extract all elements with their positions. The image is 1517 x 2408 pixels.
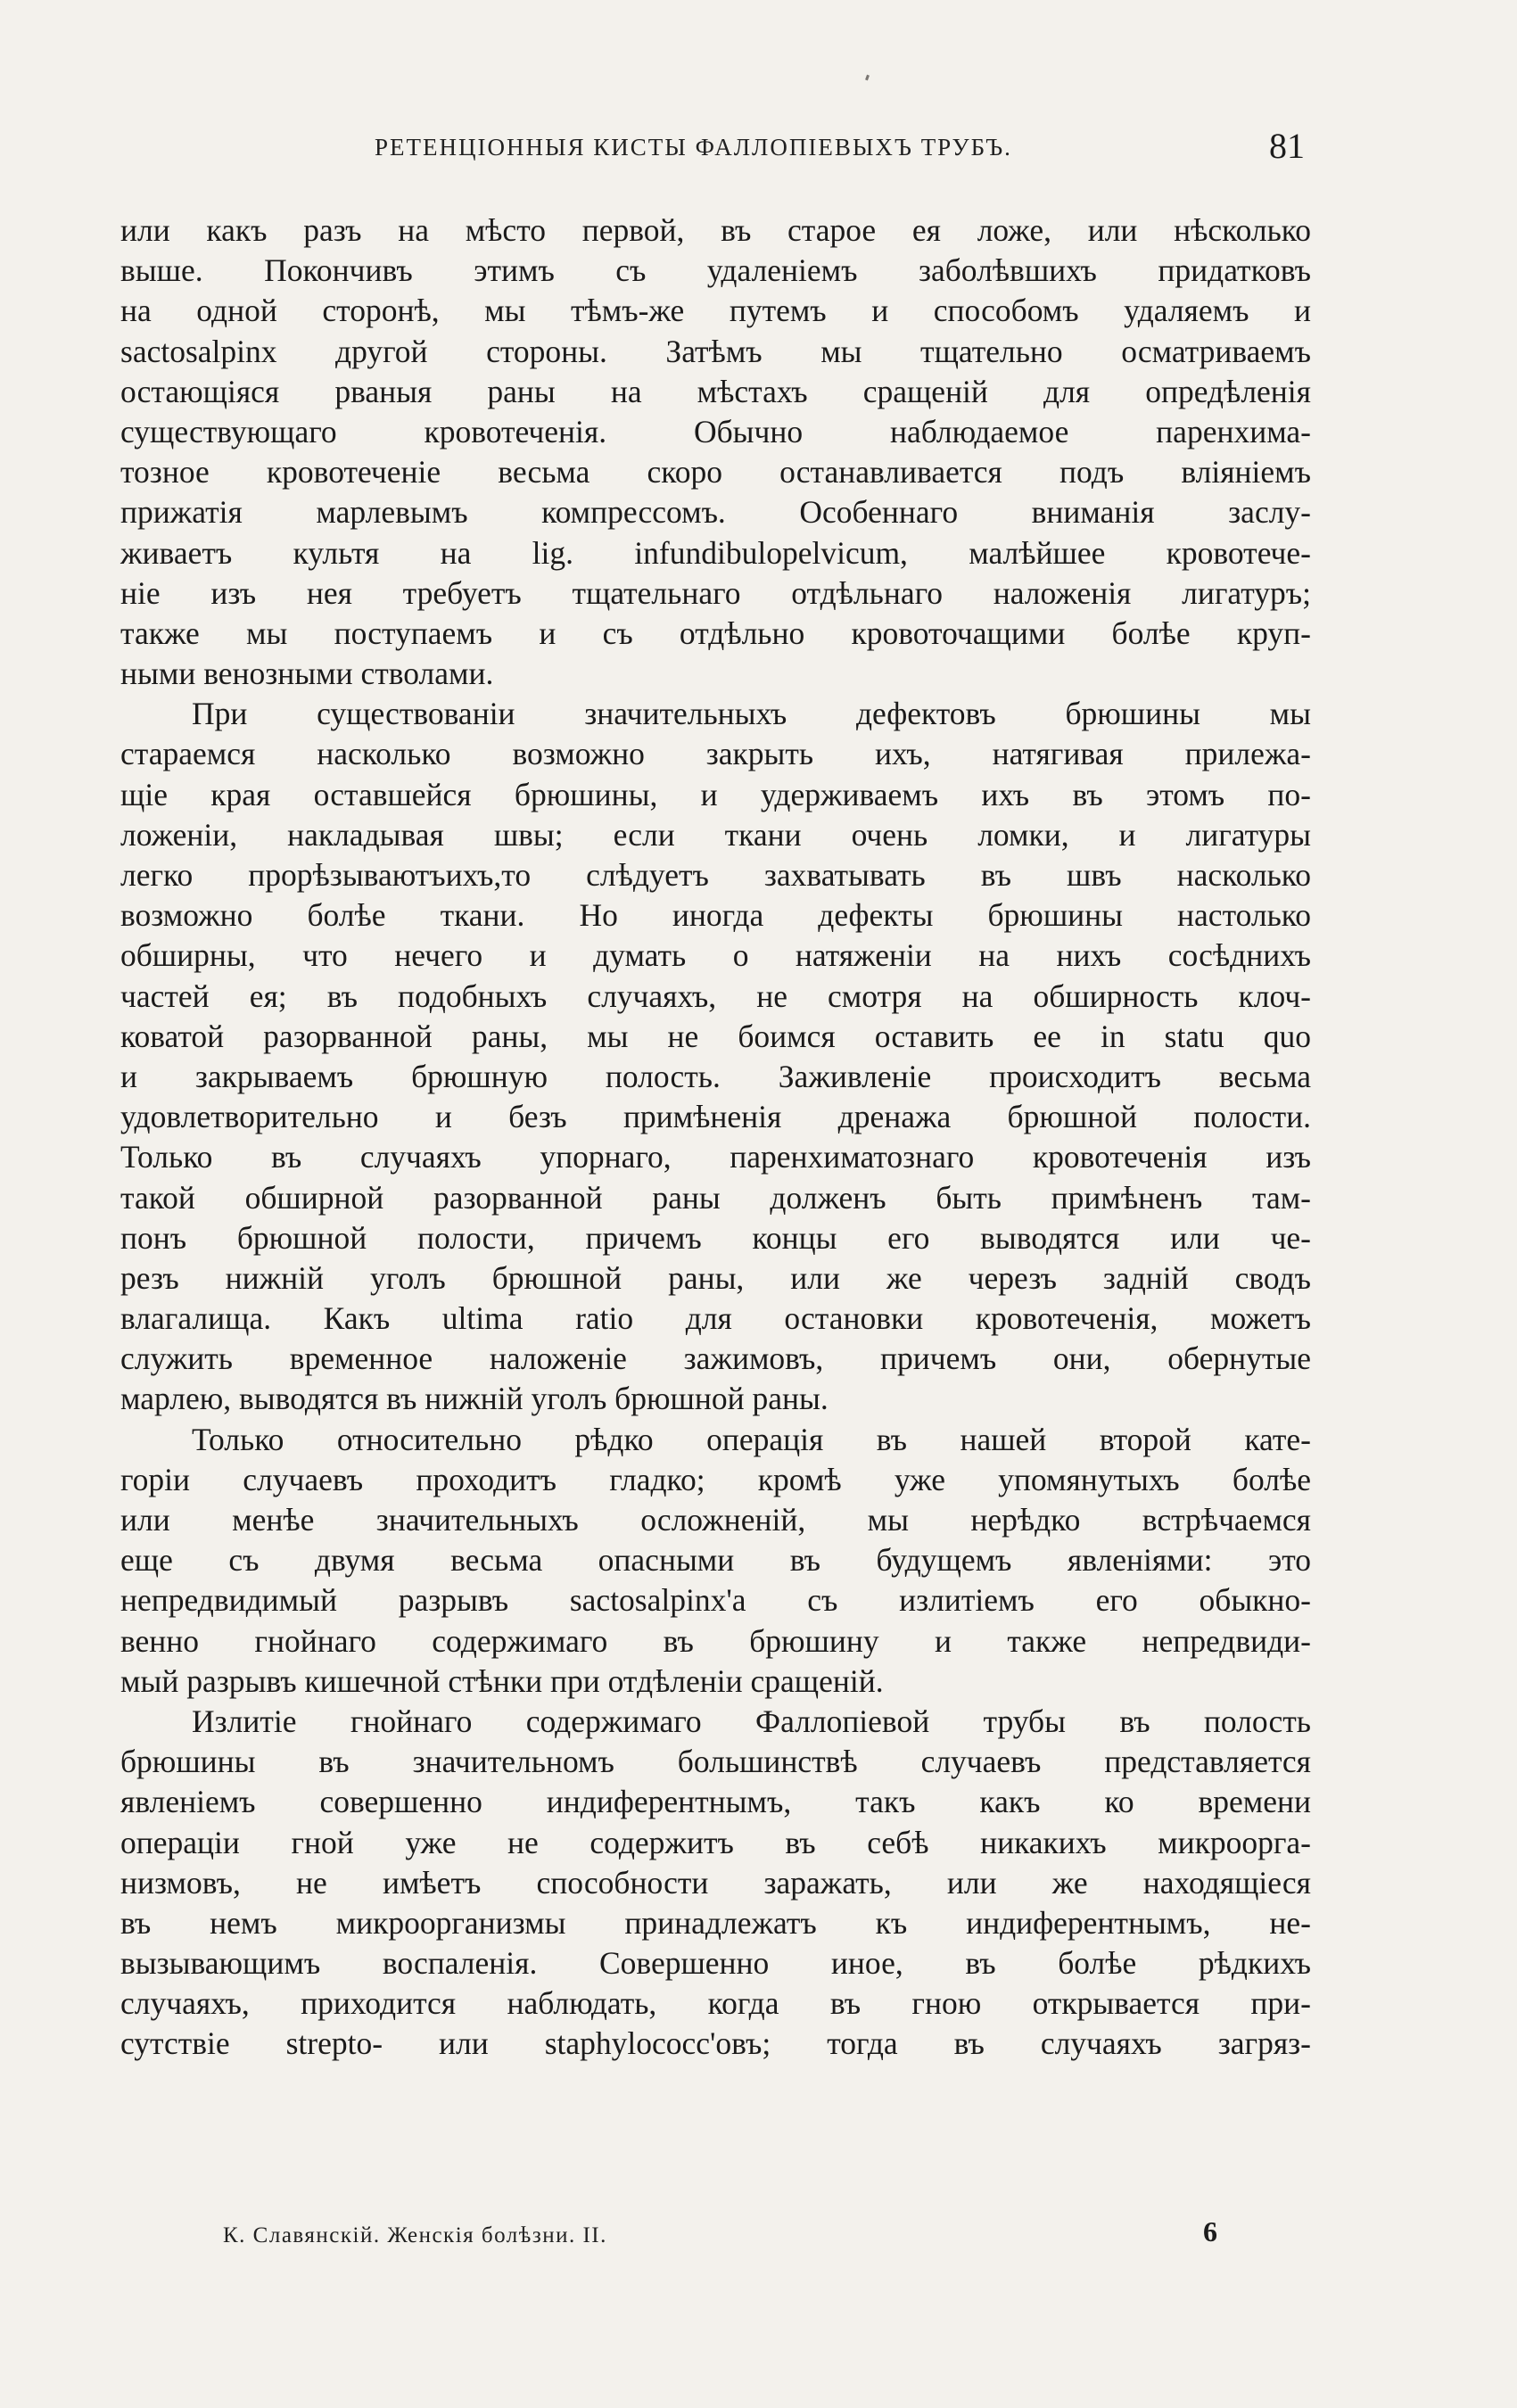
page-number: 81 <box>1269 126 1305 166</box>
text-line: такой обширной разорванной раны долженъ быть примѣненъ там- <box>120 1179 1311 1216</box>
text-line: вызывающимъ воспаленія. Совершенно иное, въ болѣе рѣдкихъ <box>120 1945 1311 1982</box>
text-line: Излитіе гнойнаго содержимаго Фаллопіевой трубы въ полость <box>192 1703 1311 1739</box>
text-line: удовлетворительно и безъ примѣненія дренажа брюшной полости. <box>120 1099 1311 1135</box>
text-line: понъ брюшной полости, причемъ концы его выводятся или че- <box>120 1219 1311 1256</box>
text-line: низмовъ, не имѣетъ способности заражать, или же находящіеся <box>120 1864 1311 1901</box>
text-line: щіе края оставшейся брюшины, и удерживаемъ ихъ въ этомъ по- <box>120 776 1311 812</box>
text-line: венно гнойнаго содержимаго въ брюшину и также непредвиди- <box>120 1622 1311 1659</box>
text-line: и закрываемъ брюшную полость. Заживленіе происходитъ весьма <box>120 1058 1311 1094</box>
text-line: марлею, выводятся въ нижній уголъ брюшной раны. <box>120 1381 829 1417</box>
text-line: ніе изъ нея требуетъ тщательнаго отдѣльнаго наложенія лигатуръ; <box>120 574 1311 611</box>
text-line: ными венозными стволами. <box>120 656 494 692</box>
text-line: явленіемъ совершенно индиферентнымъ, такъ какъ ко времени <box>120 1784 1311 1820</box>
text-line: При существованіи значительныхъ дефектовъ брюшины мы <box>192 696 1311 732</box>
text-line: тозное кровотеченіе весьма скоро останавливается подъ вліяніемъ <box>120 454 1311 491</box>
footer-signature: К. Славянскій. Женскія болѣзни. II. <box>223 2223 607 2247</box>
text-line: живаетъ культя на lig. infundibulopelvicum, малѣйшее кровотече- <box>120 534 1311 571</box>
text-line: брюшины въ значительномъ большинствѣ случаевъ представляется <box>120 1744 1311 1780</box>
paper-speck <box>865 75 870 81</box>
text-line: стараемся насколько возможно закрыть ихъ, натягивая прилежа- <box>120 736 1311 772</box>
text-line: Только относительно рѣдко операція въ нашей второй кате- <box>192 1421 1311 1457</box>
text-line: легко прорѣзываютъихъ,то слѣдуетъ захватывать въ швъ насколько <box>120 857 1311 893</box>
text-line: влагалища. Какъ ultima ratio для остановки кровотеченія, можетъ <box>120 1300 1311 1337</box>
text-line: sactosalpinx другой стороны. Затѣмъ мы тщательно осматриваемъ <box>120 333 1311 369</box>
text-line: операціи гной уже не содержитъ въ себѣ никакихъ микроорга- <box>120 1824 1311 1860</box>
text-line: служить временное наложеніе зажимовъ, причемъ они, обернутые <box>120 1340 1311 1377</box>
text-line: на одной сторонѣ, мы тѣмъ-же путемъ и способомъ удаляемъ и <box>120 293 1311 329</box>
text-line: или менѣе значительныхъ осложненій, мы нерѣдко встрѣчаемся <box>120 1502 1311 1538</box>
text-line: частей ея; въ подобныхъ случаяхъ, не смотря на обширность клоч- <box>120 977 1311 1014</box>
text-line: или какъ разъ на мѣсто первой, въ старое ея ложе, или нѣсколько <box>120 212 1311 248</box>
text-line: еще съ двумя весьма опасными въ будущемъ явленіями: это <box>120 1542 1311 1579</box>
text-line: коватой разорванной раны, мы не боимся оставить ее in statu quo <box>120 1018 1311 1054</box>
text-line: сутствіе strepto- или staphylococc'овъ; тогда въ случаяхъ загряз- <box>120 2025 1311 2062</box>
text-line: возможно болѣе ткани. Но иногда дефекты брюшины настолько <box>120 897 1311 934</box>
body-text <box>120 210 1311 2065</box>
running-title: РЕТЕНЦІОННЫЯ КИСТЫ ФАЛЛОПІЕВЫХЪ ТРУБЪ. <box>375 134 1012 161</box>
footer-sheet-number: 6 <box>1203 2215 1217 2247</box>
text-line: Только въ случаяхъ упорнаго, паренхиматознаго кровотеченія изъ <box>120 1139 1311 1175</box>
text-line: случаяхъ, приходится наблюдать, когда въ гною открывается при- <box>120 1985 1311 2022</box>
text-line: резъ нижній уголъ брюшной раны, или же черезъ задній сводъ <box>120 1259 1311 1296</box>
text-line: выше. Покончивъ этимъ съ удаленіемъ заболѣвшихъ придатковъ <box>120 252 1311 289</box>
text-line: остающіяся рваныя раны на мѣстахъ сращеній для опредѣленія <box>120 373 1311 409</box>
text-line: ложеніи, накладывая швы; если ткани очень ломки, и лигатуры <box>120 816 1311 853</box>
text-line: горіи случаевъ проходитъ гладко; кромѣ уже упомянутыхъ болѣе <box>120 1461 1311 1497</box>
text-line: обширны, что нечего и думать о натяженіи на нихъ сосѣднихъ <box>120 937 1311 974</box>
text-line: въ немъ микроорганизмы принадлежатъ къ индиферентнымъ, не- <box>120 1904 1311 1941</box>
text-line: мый разрывъ кишечной стѣнки при отдѣленіи сращеній. <box>120 1662 884 1699</box>
text-line: также мы поступаемъ и съ отдѣльно кровоточащими болѣе круп- <box>120 614 1311 651</box>
text-line: существующаго кровотеченія. Обычно наблюдаемое паренхима- <box>120 413 1311 449</box>
text-line: прижатія марлевымъ компрессомъ. Особеннаго вниманія заслу- <box>120 494 1311 531</box>
text-line: непредвидимый разрывъ sactosalpinx'а съ излитіемъ его обыкно- <box>120 1582 1311 1619</box>
